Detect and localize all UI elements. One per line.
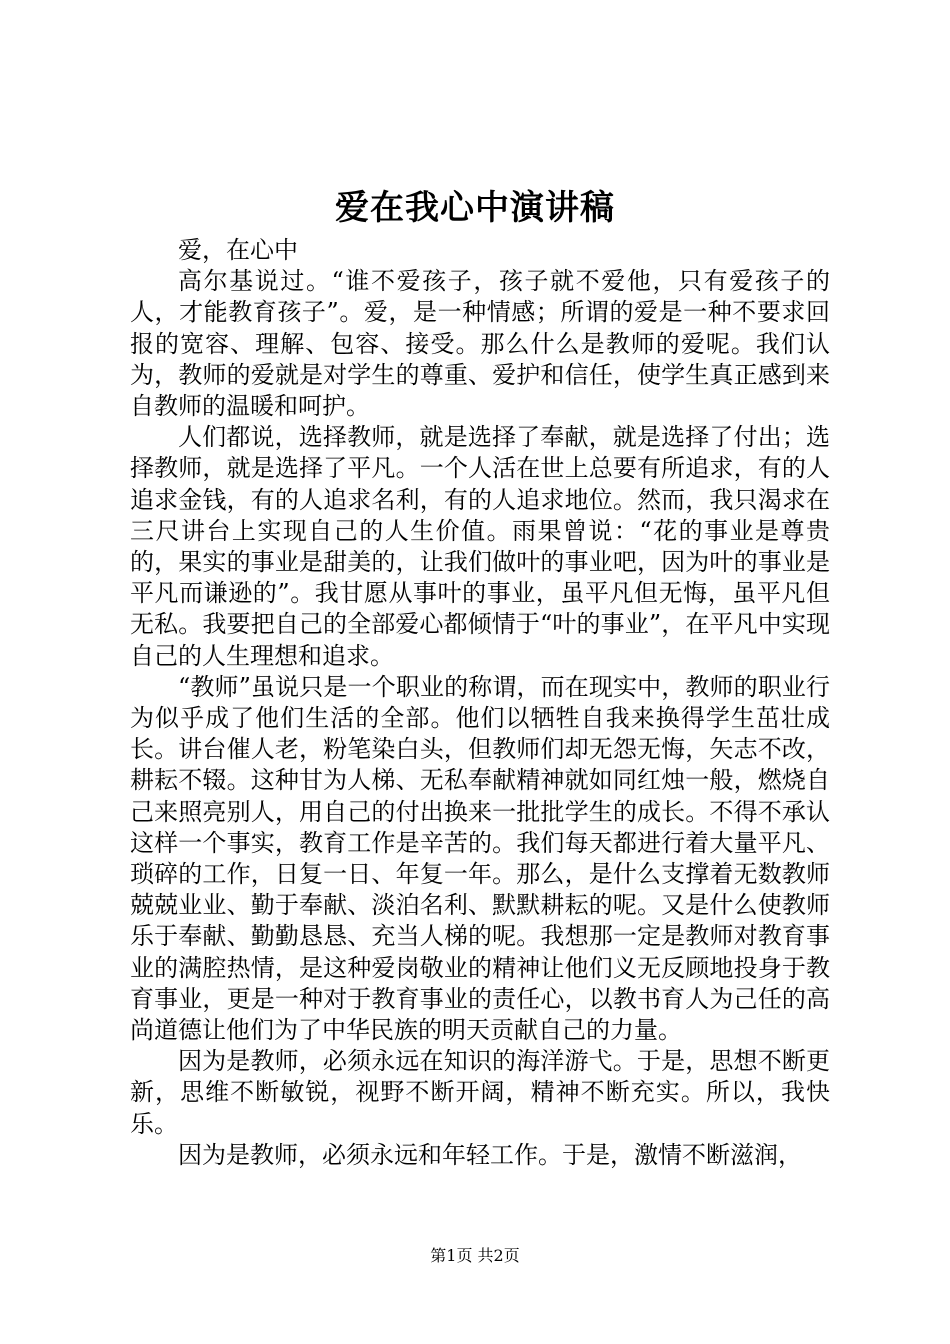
paragraph-4: “教师”虽说只是一个职业的称谓，而在现实中，教师的职业行为似乎成了他们生活的全部。他们以牺牲自我来换得学生茁壮成长。讲台催人老，粉笔染白头，但教师们却无怨无悔，矢志不改，耕耘不辍。这种甘为人梯、无私奉献精神就如同红烛一般，燃烧自己来照亮别人，用自己的付出换来一批批学生的成长。不得不承认这样一个事实，教育工作是辛苦的。我们每天都进行着大量平凡、琐碎的工作，日复一日、年复一年。那么，是什么支撑着无数教师兢兢业业、勤于奉献、淡泊名利、默默耕耘的呢。又是什么使教师乐于奉献、勤勤恳恳、充当人梯的呢。我想那一定是教师对教育事业的满腔热情，是这种爱岗敬业的精神让他们义无反顾地投身于教育事业，更是一种对于教育事业的责任心，以教书育人为己任的高尚道德让他们为了中华民族的明天贡献自己的力量。 xyxy=(130,672,830,1045)
paragraph-6: 因为是教师，必须永远和年轻工作。于是，激情不断滋润， xyxy=(178,1140,802,1169)
document-title: 爱在我心中演讲稿 xyxy=(335,188,615,228)
paragraph-5: 因为是教师，必须永远在知识的海洋游弋。于是，思想不断更新，思维不断敏锐，视野不断开阔，精神不断充实。所以，我快乐。 xyxy=(130,1047,830,1138)
document-body xyxy=(130,235,830,1171)
page-footer: 第1页 共2页 xyxy=(430,1246,520,1265)
paragraph-1: 爱，在心中 xyxy=(178,236,298,264)
paragraph-2: 高尔基说过。“谁不爱孩子，孩子就不爱他，只有爱孩子的人，才能教育孩子”。爱，是一种情感；所谓的爱是一种不要求回报的宽容、理解、包容、接受。那么什么是教师的爱呢。我们认为，教师的爱就是对学生的尊重、爱护和信任，使学生真正感到来自教师的温暖和呵护。 xyxy=(130,267,830,421)
paragraph-3: 人们都说，选择教师，就是选择了奉献，就是选择了付出；选择教师，就是选择了平凡。一个人活在世上总要有所追求，有的人追求金钱，有的人追求名利，有的人追求地位。然而，我只渴求在三尺讲台上实现自己的人生价值。雨果曾说：“花的事业是尊贵的，果实的事业是甜美的，让我们做叶的事业吧，因为叶的事业是平凡而谦逊的”。我甘愿从事叶的事业，虽平凡但无悔，虽平凡但无私。我要把自己的全部爱心都倾情于“叶的事业”，在平凡中实现自己的人生理想和追求。 xyxy=(130,423,830,670)
